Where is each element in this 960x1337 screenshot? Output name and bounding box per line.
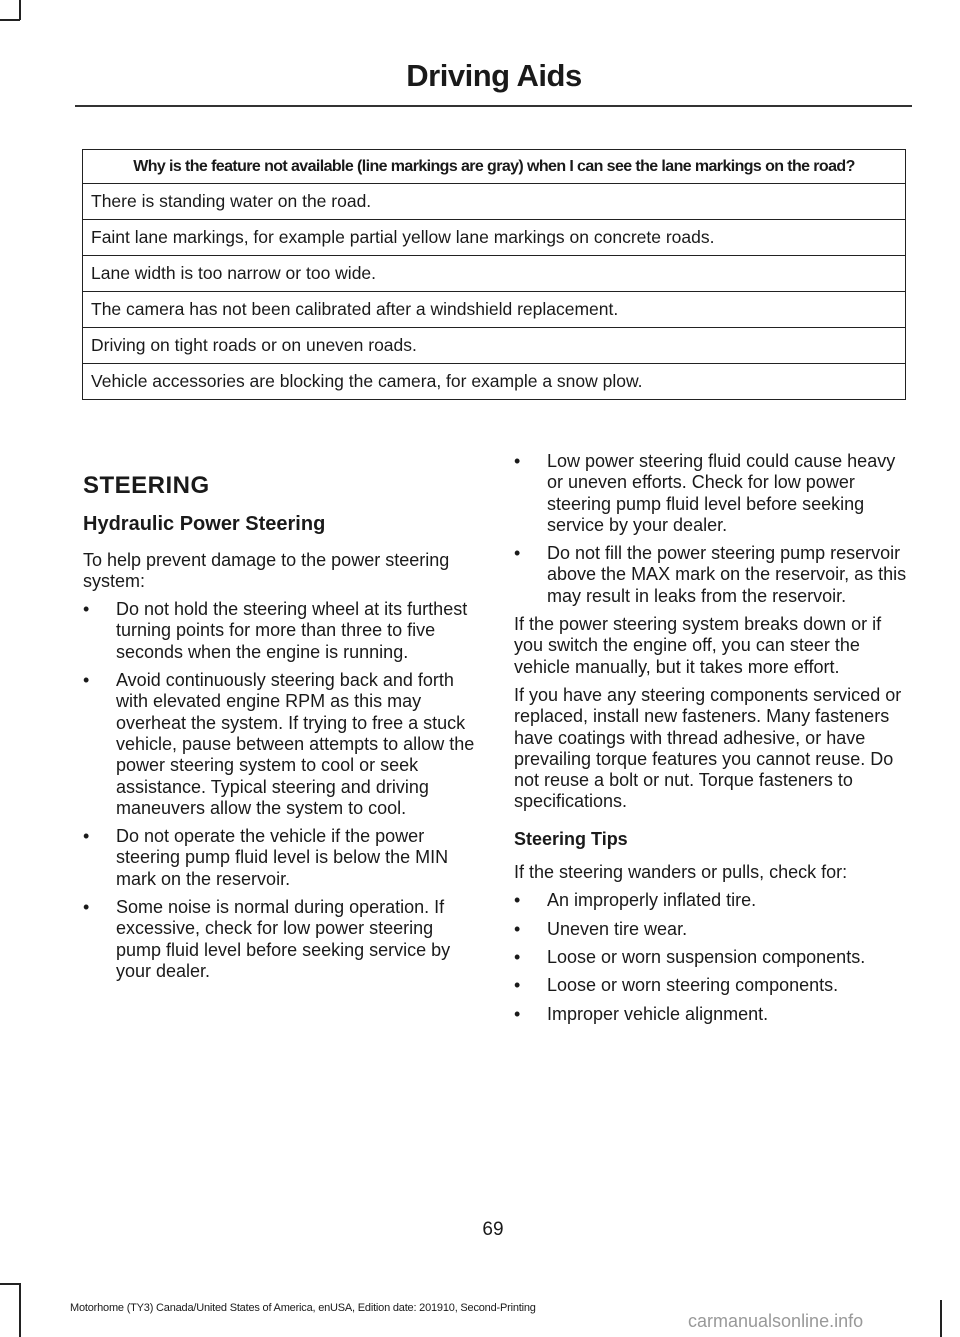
table-cell: There is standing water on the road. [83, 184, 906, 220]
table-cell: Lane width is too narrow or too wide. [83, 256, 906, 292]
left-column [83, 472, 478, 989]
crop-mark [0, 19, 20, 21]
table-cell: The camera has not been calibrated after a windshield replacement. [83, 292, 906, 328]
crop-mark [0, 1283, 20, 1285]
page-title: Driving Aids [406, 58, 582, 93]
table-row [83, 184, 906, 220]
tips-list [514, 890, 909, 1024]
table-header: Why is the feature not available (line markings are gray) when I can see the lane markings on the road? [83, 150, 906, 184]
crop-mark [940, 1300, 942, 1337]
watermark: carmanualsonline.info [688, 1311, 864, 1331]
paragraph: If the power steering system breaks down or if you switch the engine off, you can steer the vehicle manually, but it takes more effort. [514, 614, 882, 677]
list-item: • Improper vehicle alignment. [514, 1004, 909, 1025]
bullet-list [514, 451, 909, 607]
list-item: • Do not hold the steering wheel at its furthest turning points for more than three to five seconds when the engine is running. [83, 599, 478, 663]
subsection-heading: Hydraulic Power Steering [83, 513, 326, 536]
paragraph: If you have any steering components serviced or replaced, install new fasteners. Many fasteners have coatings with thread adhesive, or have prevailing torque features you cannot reuse. Do not reuse a bolt or nut. Torque fasteners to specifications. [514, 684, 902, 812]
edition-footer: Motorhome (TY3) Canada/United States of America, enUSA, Edition date: 201910, Second-Printing [70, 1302, 536, 1314]
crop-mark [19, 1283, 21, 1337]
lane-marking-table [82, 149, 906, 400]
right-column [514, 451, 909, 1032]
list-item: • Avoid continuously steering back and forth with elevated engine RPM as this may overheat the system. If trying to free a stuck vehicle, pause between attempts to allow the power steering system to cool or seek assistance. Typical steering and driving maneuvers allow the system to cool. [83, 670, 478, 819]
table-cell: Vehicle accessories are blocking the camera, for example a snow plow. [83, 364, 906, 400]
section-heading: STEERING [83, 472, 210, 499]
steering-tips-heading: Steering Tips [514, 828, 628, 849]
page-number: 69 [482, 1219, 504, 1240]
list-item: • Some noise is normal during operation. If excessive, check for low power steering pump fluid level before seeking service by your dealer. [83, 897, 478, 982]
list-item: • Loose or worn steering components. [514, 975, 909, 996]
header-divider [75, 105, 912, 107]
paragraph: If the steering wanders or pulls, check for: [514, 862, 848, 883]
table-cell: Faint lane markings, for example partial yellow lane markings on concrete roads. [83, 220, 906, 256]
table-row [83, 328, 906, 364]
list-item: • Loose or worn suspension components. [514, 947, 909, 968]
list-item: • Low power steering fluid could cause heavy or uneven efforts. Check for low power steering pump fluid level before seeking service by your dealer. [514, 451, 909, 536]
bullet-list [83, 599, 478, 982]
table-row [83, 256, 906, 292]
table-row [83, 364, 906, 400]
crop-mark [19, 0, 21, 20]
table-cell: Driving on tight roads or on uneven roads. [83, 328, 906, 364]
list-item: • Do not operate the vehicle if the power steering pump fluid level is below the MIN mark on the reservoir. [83, 826, 478, 890]
list-item: • Do not fill the power steering pump reservoir above the MAX mark on the reservoir, as this may result in leaks from the reservoir. [514, 543, 909, 607]
intro-paragraph: To help prevent damage to the power steering system: [83, 549, 450, 591]
table-row [83, 220, 906, 256]
table-row [83, 292, 906, 328]
list-item: • Uneven tire wear. [514, 919, 909, 940]
list-item: • An improperly inflated tire. [514, 890, 909, 911]
